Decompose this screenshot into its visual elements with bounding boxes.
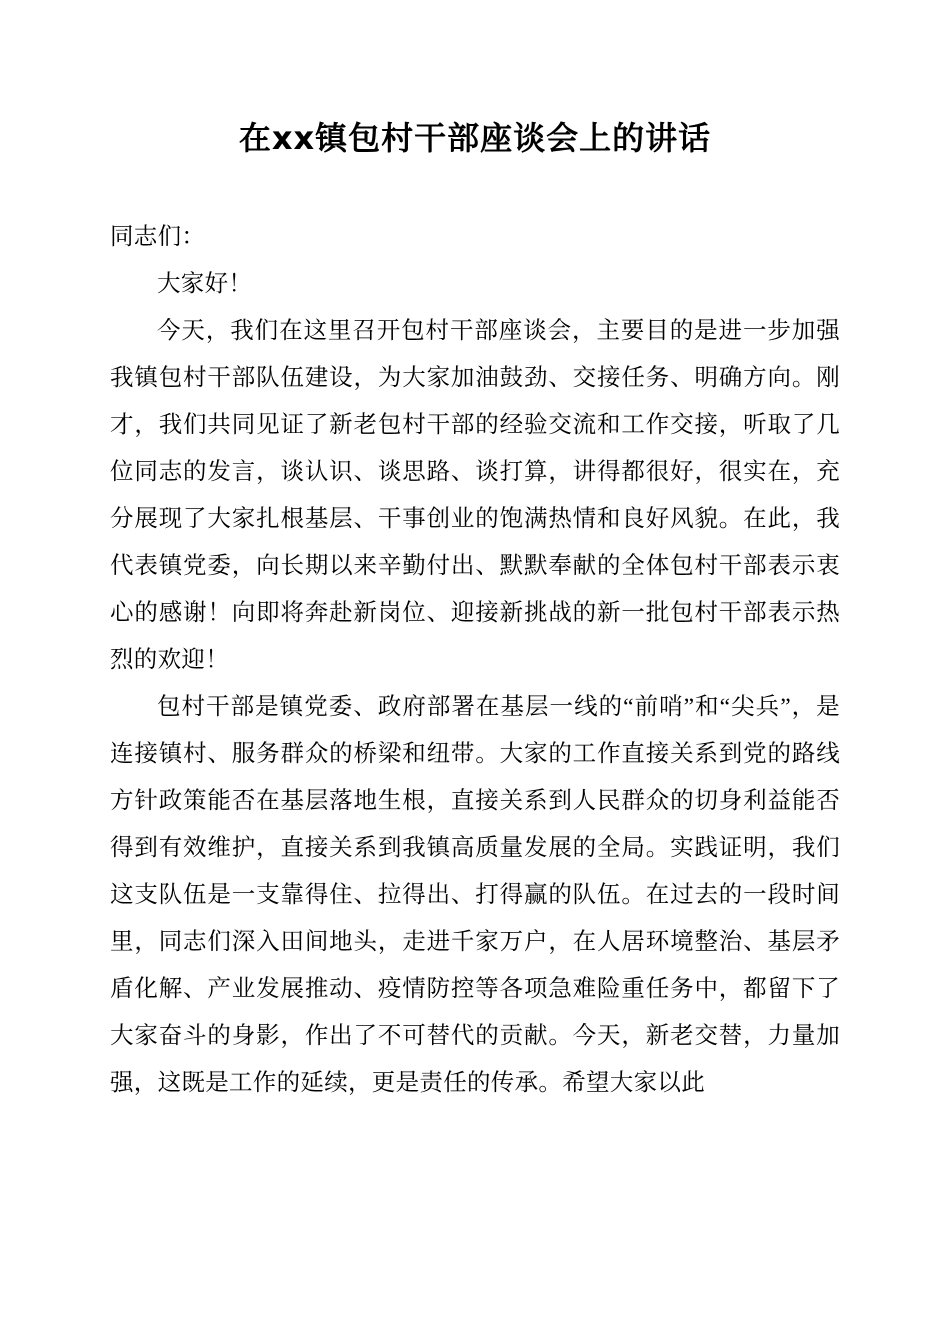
paragraph-1: 今天，我们在这里召开包村干部座谈会，主要目的是进一步加强我镇包村干部队伍建设，为大家加油鼓劲、交接任务、明确方向。刚才，我们共同见证了新老包村干部的经验交流和工作交接，听取了几位同志的发言，谈认识、谈思路、谈打算，讲得都很好，很实在，充分展现了大家扎根基层、干事创业的饱满热情和良好风貌。在此，我代表镇党委，向长期以来辛勤付出、默默奉献的全体包村干部表示衷心的感谢！向即将奔赴新岗位、迎接新挑战的新一批包村干部表示热烈的欢迎！ xyxy=(110,317,840,673)
paragraph-greeting: 大家好！ xyxy=(157,270,253,297)
page-title: 在xx镇包村干部座谈会上的讲话 xyxy=(238,119,712,157)
paragraph-salutation: 同志们： xyxy=(110,223,206,250)
document-body xyxy=(110,214,840,1107)
paragraph-2: 包村干部是镇党委、政府部署在基层一线的“前哨”和“尖兵”，是连接镇村、服务群众的桥梁和纽带。大家的工作直接关系到党的路线方针政策能否在基层落地生根，直接关系到人民群众的切身利益能否得到有效维护，直接关系到我镇高质量发展的全局。实践证明，我们这支队伍是一支靠得住、拉得出、打得赢的队伍。在过去的一段时间里，同志们深入田间地头，走进千家万户，在人居环境整治、基层矛盾化解、产业发展推动、疫情防控等各项急难险重任务中，都留下了大家奋斗的身影，作出了不可替代的贡献。今天，新老交替，力量加强，这既是工作的延续，更是责任的传承。希望大家以此 xyxy=(110,693,840,1096)
